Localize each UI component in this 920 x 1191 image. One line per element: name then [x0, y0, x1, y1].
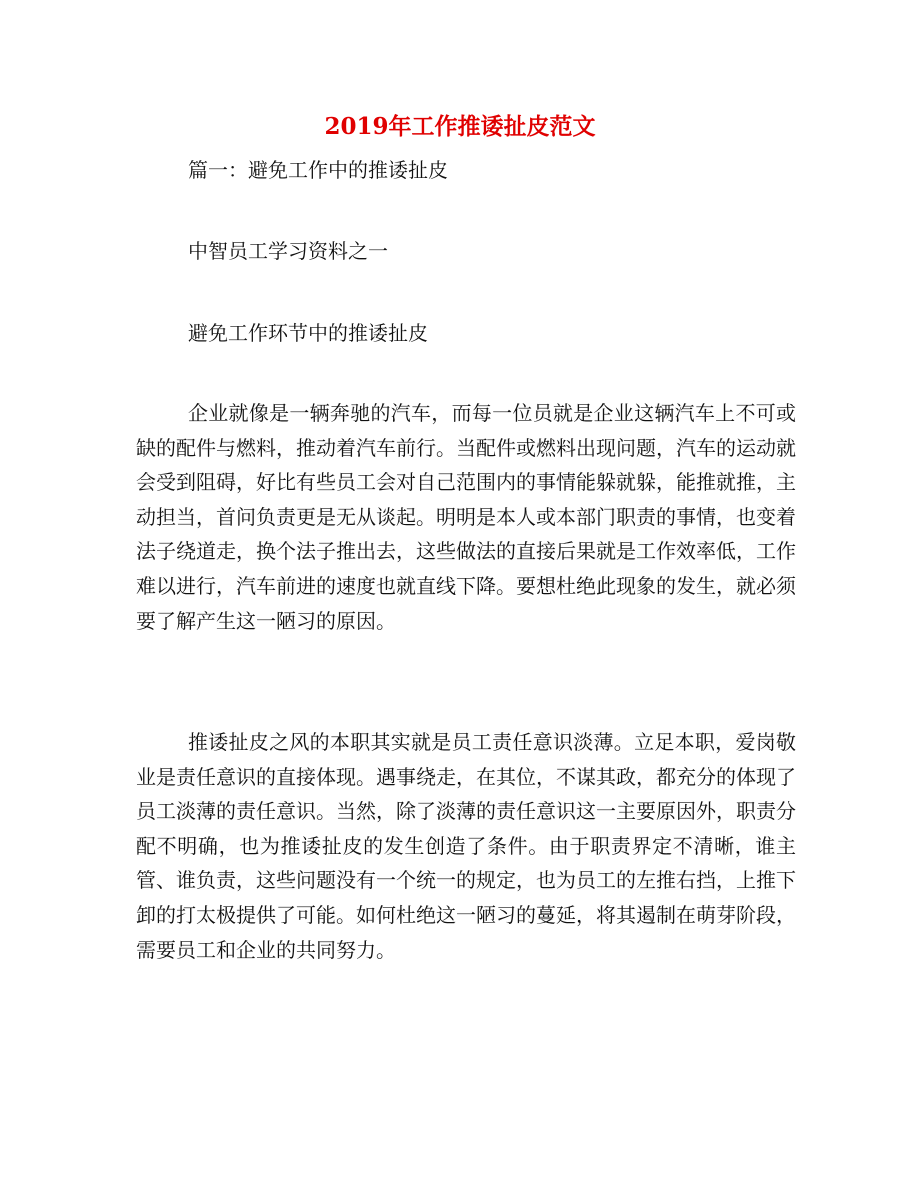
body-paragraph-2: 推诿扯皮之风的本职其实就是员工责任意识淡薄。立足本职，爱岗敬业是责任意识的直接体现。遇事绕走，在其位，不谋其政，都充分的体现了员工淡薄的责任意识。当然，除了淡薄的责任意识这一主要原因外，职责分配不明确，也为推诿扯皮的发生创造了条件。由于职责界定不清晰，谁主管、谁负责，这些问题没有一个统一的规定，也为员工的左推右挡，上推下卸的打太极提供了可能。如何杜绝这一陋习的蔓延，将其遏制在萌芽阶段，需要员工和企业的共同努力。 — [136, 730, 796, 962]
subtitle-line: 中智员工学习资料之一 — [188, 239, 388, 263]
document-title: 2019年工作推诿扯皮范文 — [324, 113, 596, 140]
section-heading: 篇一：避免工作中的推诿扯皮 — [188, 158, 448, 182]
body-paragraph-1: 企业就像是一辆奔驰的汽车，而每一位员就是企业这辆汽车上不可或缺的配件与燃料，推动着汽车前行。当配件或燃料出现问题，汽车的运动就会受到阻碍，好比有些员工会对自己范围内的事情能躲就躲，能推就推，主动担当，首问负责更是无从谈起。明明是本人或本部门职责的事情，也变着法子绕道走，换个法子推出去，这些做法的直接后果就是工作效率低，工作难以进行，汽车前进的速度也就直线下降。要想杜绝此现象的发生，就必须要了解产生这一陋习的原因。 — [136, 401, 796, 633]
topic-line: 避免工作环节中的推诿扯皮 — [188, 321, 428, 345]
